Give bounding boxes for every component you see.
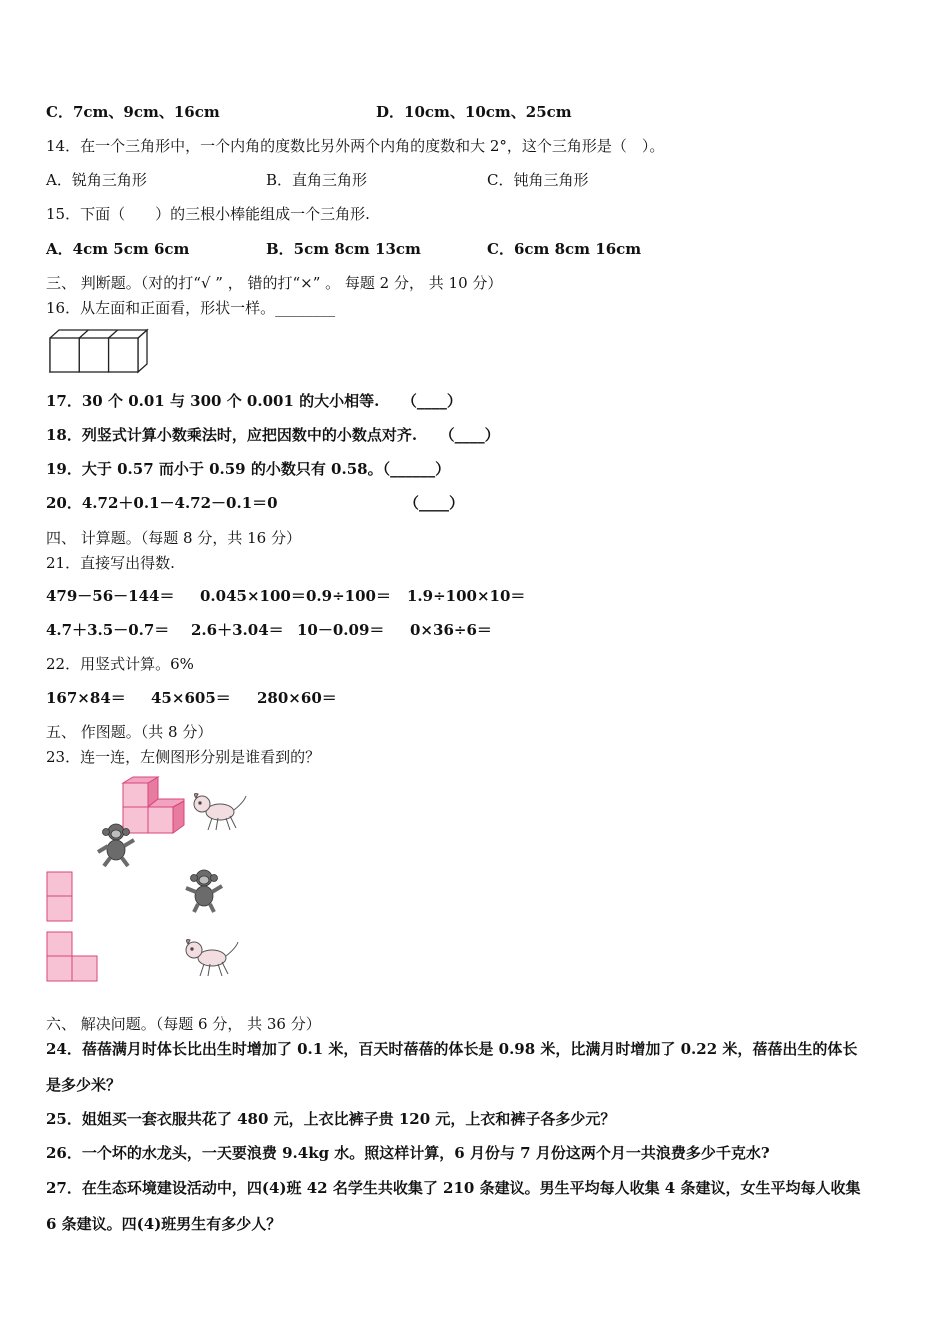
option-b: B．直角三角形 (266, 171, 368, 189)
question-24: 24．蓓蓓满月时体长比出生时增加了 0.1 米，百天时蓓蓓的体长是 0.98 米，比满月时增加了 0.22 米，蓓蓓出生的体长 (46, 1040, 858, 1058)
question-21: 21．直接写出得数. (46, 554, 175, 572)
option-a: A．4cm 5cm 6cm (46, 240, 190, 258)
question-18: 18．列竖式计算小数乘法时，应把因数中的小数点对齐. （____） (46, 426, 500, 444)
question-15: 15．下面（ ）的三根小棒能组成一个三角形. (46, 205, 370, 223)
question-17: 17．30 个 0.01 与 300 个 0.001 的大小相等. （____） (46, 392, 462, 410)
calc-item: 167×84＝ (46, 689, 126, 707)
section-5-title: 五、 作图题。（共 8 分） (46, 723, 213, 741)
calc-item: 479－56－144＝ (46, 587, 175, 605)
dog-icon (182, 936, 240, 978)
question-26: 26．一个坏的水龙头，一天要浪费 9.4kg 水。照这样计算，6 月份与 7 月份这两个月一共浪费多少千克水? (46, 1144, 770, 1162)
question-16: 16．从左面和正面看，形状一样。________ (46, 299, 336, 317)
calc-item: 45×605＝ (151, 689, 231, 707)
front-view-figure (46, 931, 100, 983)
section-4-title: 四、 计算题。（每题 8 分，共 16 分） (46, 529, 301, 547)
question-23: 23．连一连，左侧图形分别是谁看到的？ (46, 748, 321, 766)
calc-item: 0×36÷6＝ (410, 621, 492, 639)
question-27-cont: 6 条建议。四(4)班男生有多少人？ (46, 1215, 282, 1233)
calc-item: 0.045×100＝ (200, 587, 306, 605)
question-25: 25．姐姐买一套衣服共花了 480 元，上衣比裤子贵 120 元，上衣和裤子各多少元？ (46, 1110, 616, 1128)
section-6-title: 六、 解决问题。（每题 6 分， 共 36 分） (46, 1015, 321, 1033)
option-c: C．7cm、9cm、16cm (46, 103, 220, 121)
answer-blank: （____） (404, 494, 465, 512)
question-24-cont: 是多少米？ (46, 1076, 122, 1094)
calc-item: 2.6＋3.04＝ (191, 621, 284, 639)
calc-item: 1.9÷100×10＝ (407, 587, 526, 605)
calc-item: 10－0.09＝ (297, 621, 385, 639)
dog-icon (190, 790, 248, 832)
question-19: 19．大于 0.57 而小于 0.59 的小数只有 0.58。（______） (46, 460, 451, 478)
question-20: 20．4.72＋0.1－4.72－0.1＝0 (46, 494, 278, 512)
option-c: C．钝角三角形 (487, 171, 589, 189)
monkey-icon (94, 822, 138, 868)
option-b: B．5cm 8cm 13cm (266, 240, 421, 258)
question-22: 22．用竖式计算。6% (46, 655, 194, 673)
question-14: 14．在一个三角形中，一个内角的度数比另外两个内角的度数和大 2°，这个三角形是（ ）。 (46, 137, 665, 155)
monkey-icon (182, 868, 226, 914)
option-d: D．10cm、10cm、25cm (376, 103, 572, 121)
calc-item: 280×60＝ (257, 689, 337, 707)
calc-item: 4.7＋3.5－0.7＝ (46, 621, 170, 639)
section-3-title: 三、 判断题。（对的打“√ ” ， 错的打“×” 。 每题 2 分， 共 10 分） (46, 274, 503, 292)
calc-item: 0.9÷100＝ (306, 587, 391, 605)
option-c: C．6cm 8cm 16cm (487, 240, 642, 258)
option-a: A．锐角三角形 (46, 171, 147, 189)
question-27: 27．在生态环境建设活动中，四(4)班 42 名学生共收集了 210 条建议。男生平均每人收集 4 条建议，女生平均每人收集 (46, 1179, 861, 1197)
side-view-figure (46, 871, 74, 923)
three-cubes-figure (48, 328, 150, 376)
